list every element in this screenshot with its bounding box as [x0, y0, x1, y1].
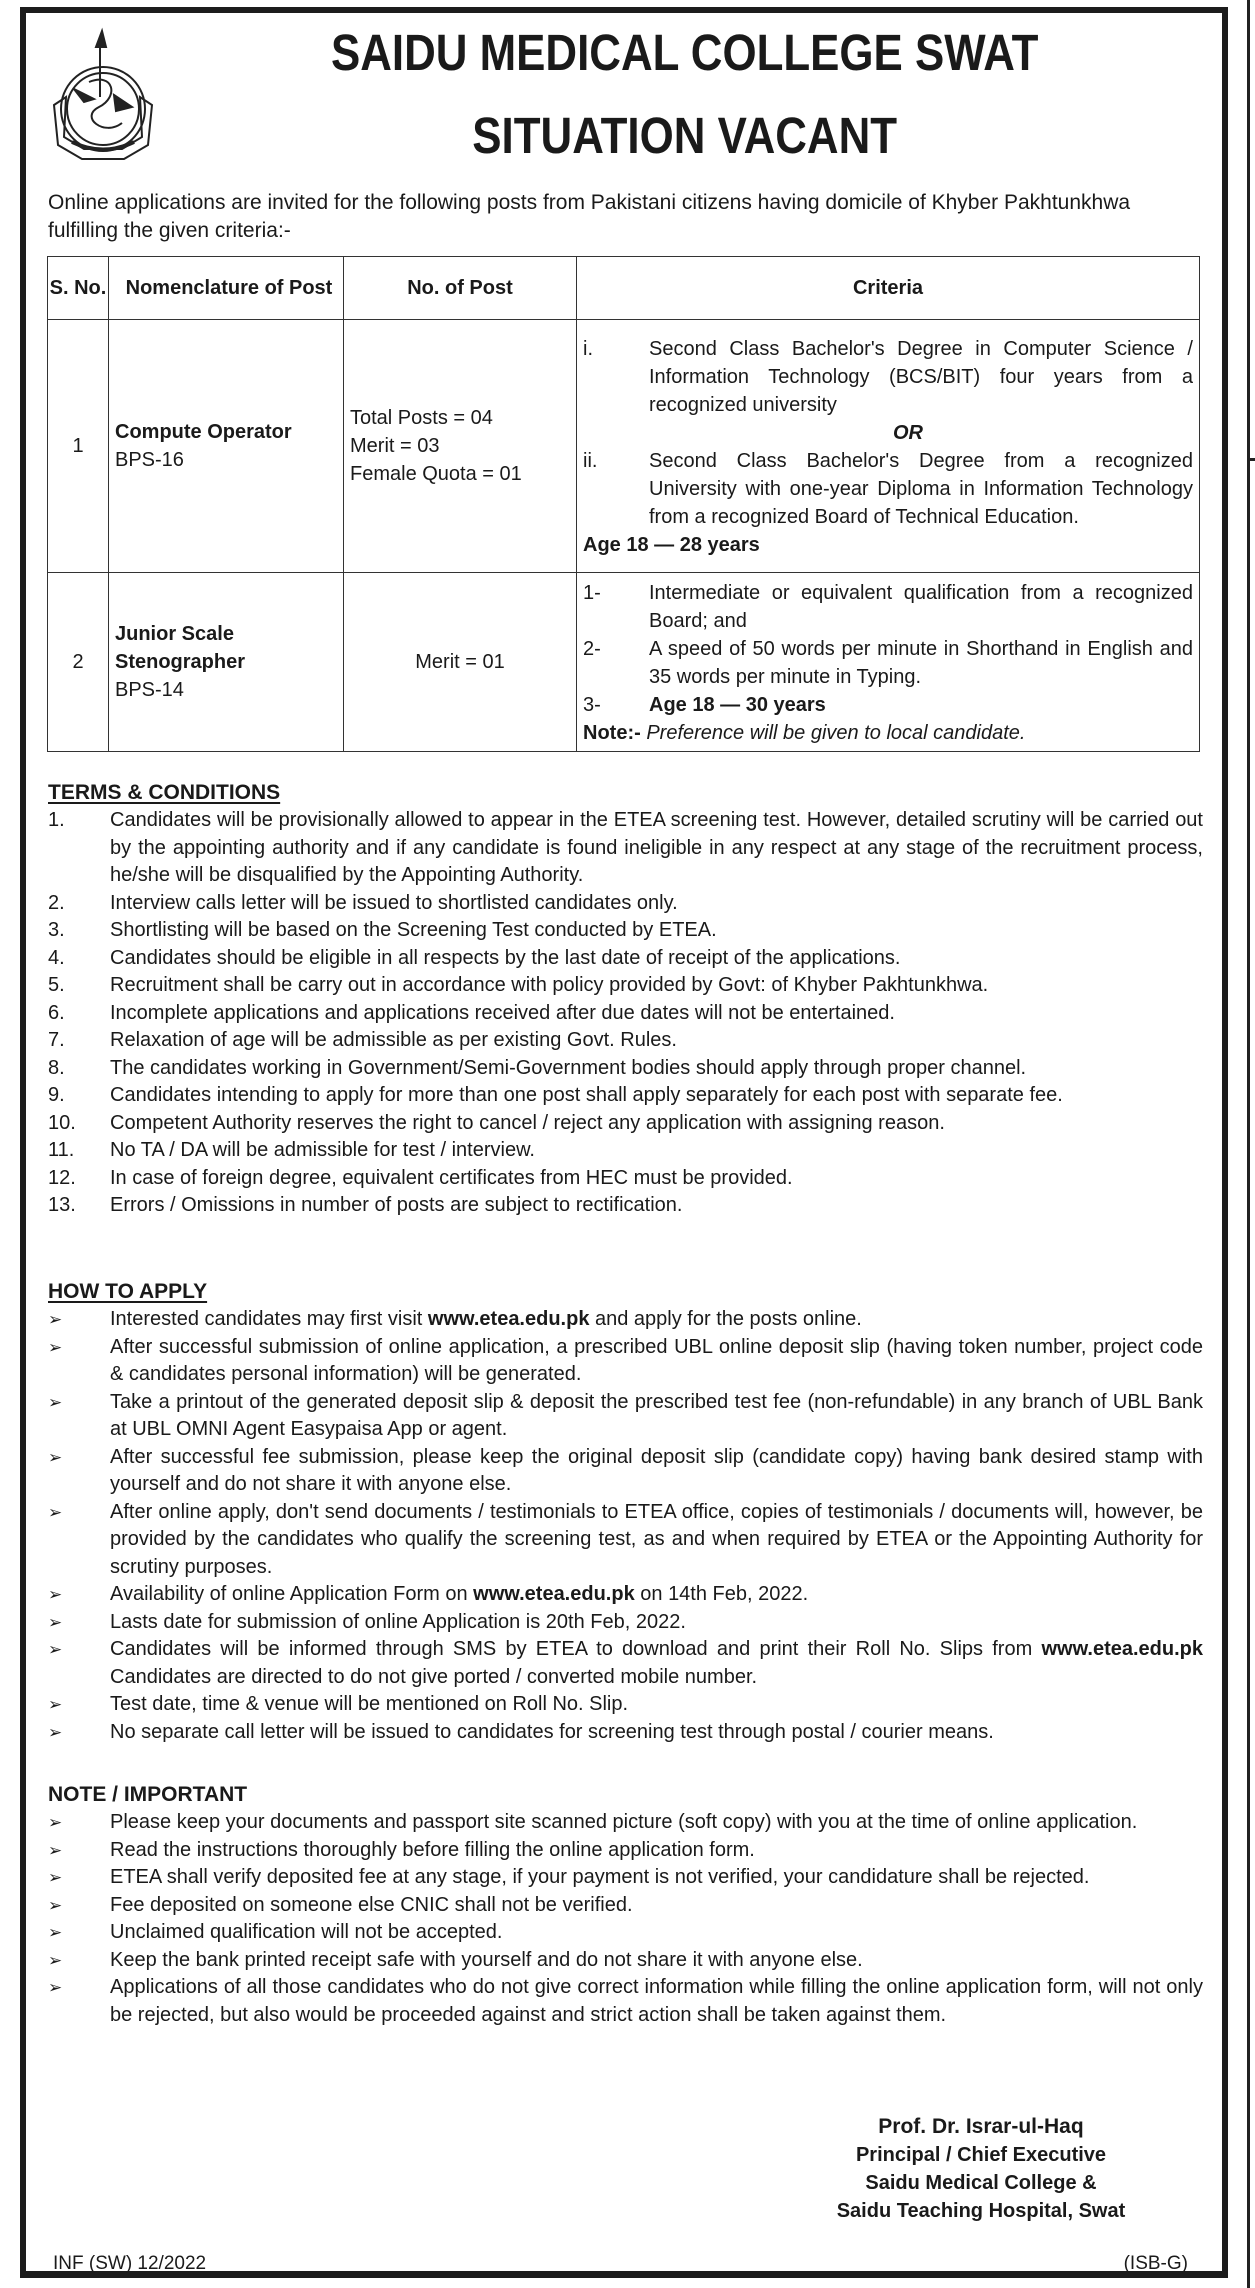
how-to-apply-item	[48, 1306, 1203, 1334]
item-number: 3.	[48, 919, 65, 941]
item-text: Take a printout of the generated deposit slip & deposit the prescribed test fee (non-refundable) in any branch of UBL Bank at UBL OMNI Agent Easypaisa App or agent.	[110, 1390, 1203, 1440]
row-no-of-post: Merit = 01	[344, 573, 577, 752]
arrow-bullet-icon: ➢	[48, 1502, 63, 1522]
arrow-bullet-icon: ➢	[48, 1895, 63, 1915]
website-link[interactable]: www.etea.edu.pk	[473, 1583, 635, 1605]
item-text: Read the instructions thoroughly before filling the online application form.	[110, 1838, 755, 1861]
row-sno: 1	[48, 320, 109, 573]
terms-item	[48, 807, 1203, 890]
item-text: Competent Authority reserves the right to cancel / reject any application with assigning reason.	[110, 1111, 945, 1134]
arrow-bullet-icon: ➢	[48, 1585, 63, 1604]
terms-item	[48, 1110, 1203, 1138]
note-item	[48, 1892, 1203, 1920]
how-to-apply-item	[48, 1389, 1203, 1444]
item-number: 11.	[48, 1139, 75, 1161]
terms-section	[48, 779, 1203, 1220]
terms-item	[48, 945, 1203, 973]
item-text: After successful fee submission, please keep the original deposit slip (candidate copy) having bank desired stamp with yourself and do not share it with anyone else.	[110, 1445, 1203, 1495]
item-text: Incomplete applications and applications received after due dates will not be entertained.	[110, 1001, 895, 1024]
row-criteria	[577, 320, 1200, 573]
note-item	[48, 1809, 1203, 1837]
post-name: Compute Operator	[115, 421, 292, 443]
note-label: Note:-	[583, 722, 641, 744]
item-text: Applications of all those candidates who do not give correct information while filling the online application form, will not only be rejected, but also would be proceeded against and strict action shall be taken against them.	[110, 1976, 1203, 2026]
item-number: 10.	[48, 1111, 76, 1134]
arrow-bullet-icon: ➢	[48, 1337, 63, 1357]
website-link[interactable]: www.etea.edu.pk	[427, 1308, 590, 1330]
item-text: After online apply, don't send documents / testimonials to ETEA office, copies of testimonials / documents will, however, be provided by the candidates who qualify the screening test, as and when required by ETEA or the Appointing Authority for scrutiny purposes.	[110, 1500, 1203, 1578]
header-no-of-post: No. of Post	[344, 257, 577, 320]
terms-item	[48, 972, 1203, 1000]
item-text: Errors / Omissions in number of posts are subject to rectification.	[110, 1194, 683, 1216]
signatory-designation: Principal / Chief Executive	[855, 2144, 1107, 2166]
item-number: 2.	[48, 891, 65, 914]
advertisement-frame	[20, 7, 1228, 2278]
item-text: Relaxation of age will be admissible as per existing Govt. Rules.	[110, 1029, 677, 1051]
arrow-bullet-icon: ➢	[48, 1722, 63, 1742]
terms-item	[48, 1027, 1203, 1055]
signatory-org-line1: Saidu Medical College &	[865, 2172, 1097, 2194]
item-number: 9.	[48, 1084, 65, 1106]
arrow-bullet-icon: ➢	[48, 1640, 63, 1659]
signatory-org-line2: Saidu Teaching Hospital, Swat	[836, 2200, 1126, 2222]
how-to-apply-item	[48, 1444, 1203, 1499]
website-link[interactable]: www.etea.edu.pk	[1041, 1638, 1203, 1660]
note-item	[48, 1919, 1203, 1947]
intro-paragraph: Online applications are invited for the following posts from Pakistani citizens having domicile of Khyber Pakhtunkhwa fulfilling the given criteria:-	[48, 191, 1131, 242]
item-text: Lasts date for submission of online Application is 20th Feb, 2022.	[110, 1610, 686, 1633]
row-sno: 2	[48, 573, 109, 752]
arrow-bullet-icon: ➢	[48, 1813, 63, 1832]
arrow-bullet-icon: ➢	[48, 1868, 63, 1887]
item-text: ETEA shall verify deposited fee at any stage, if your payment is not verified, your candidature shall be rejected.	[110, 1866, 1090, 1888]
criteria-item: i. Second Class Bachelor's Degree in Computer Science / Information Technology (BCS/BIT) four years from a recognized university	[583, 338, 1193, 416]
arrow-bullet-icon: ➢	[48, 1695, 63, 1714]
item-number: 4.	[48, 946, 65, 969]
terms-item	[48, 1055, 1203, 1083]
criteria-or: OR	[893, 422, 923, 444]
terms-item	[48, 1165, 1203, 1193]
arrow-bullet-icon: ➢	[48, 1310, 63, 1329]
item-text: Keep the bank printed receipt safe with yourself and do not share it with anyone else.	[110, 1948, 863, 1971]
row-no-of-post	[344, 320, 577, 573]
item-text: Test date, time & venue will be mentioned on Roll No. Slip.	[110, 1693, 629, 1715]
post-name-line2: Stenographer	[115, 651, 246, 673]
signatory-name: Prof. Dr. Israr-ul-Haq	[878, 2115, 1084, 2138]
item-number: 13.	[48, 1194, 76, 1216]
header-nomenclature: Nomenclature of Post	[109, 257, 344, 320]
how-to-apply-item	[48, 1499, 1203, 1582]
item-number: 5.	[48, 974, 65, 996]
reference-number: INF (SW) 12/2022	[53, 2253, 207, 2274]
row-post	[109, 573, 344, 752]
how-to-apply-item	[48, 1334, 1203, 1389]
item-text: Candidates should be eligible in all respects by the last date of receipt of the applications.	[110, 946, 901, 969]
terms-item	[48, 917, 1203, 945]
page-edge-mark	[1249, 458, 1255, 461]
criteria-item: 1- Intermediate or equivalent qualification from a recognized Board; and	[583, 582, 1193, 632]
page-title: SITUATION VACANT	[472, 107, 898, 164]
table-row	[48, 573, 1200, 752]
item-text: Interview calls letter will be issued to shortlisted candidates only.	[110, 891, 678, 914]
note-important-list	[48, 1809, 1203, 2029]
post-bps: BPS-16	[115, 449, 184, 471]
arrow-bullet-icon: ➢	[48, 1950, 63, 1970]
item-text: The candidates working in Government/Semi-Government bodies should apply through proper channel.	[110, 1056, 1027, 1079]
post-name: Junior Scale	[115, 623, 234, 645]
note-important-heading: NOTE / IMPORTANT	[48, 1783, 248, 1806]
note-text: Preference will be given to local candidate.	[640, 722, 1026, 744]
header-sno: S. No.	[48, 257, 109, 320]
criteria-item: 2- A speed of 50 words per minute in Shorthand in English and 35 words per minute in Typing.	[583, 638, 1193, 688]
item-number: 8.	[48, 1056, 65, 1079]
how-to-apply-heading: HOW TO APPLY	[48, 1280, 208, 1303]
note-important-section	[48, 1781, 1203, 2029]
item-text: Candidates will be informed through SMS by ETEA to download and print their Roll No. Slips from www.etea.edu.pk Candidates are directed to do not give ported / converted mobile number.	[110, 1638, 1203, 1688]
how-to-apply-item	[48, 1636, 1203, 1691]
item-text: Shortlisting will be based on the Screening Test conducted by ETEA.	[110, 919, 717, 941]
item-text: In case of foreign degree, equivalent certificates from HEC must be provided.	[110, 1166, 793, 1189]
signature-block	[746, 2113, 1216, 2225]
criteria-note	[583, 719, 1193, 747]
terms-item	[48, 1192, 1203, 1220]
arrow-bullet-icon: ➢	[48, 1612, 63, 1632]
college-title: SAIDU MEDICAL COLLEGE SWAT	[330, 24, 1039, 81]
merit-posts: Merit = 03	[350, 435, 440, 457]
item-number: 12.	[48, 1166, 76, 1189]
arrow-bullet-icon: ➢	[48, 1840, 63, 1860]
item-text: No separate call letter will be issued to candidates for screening test through postal / courier means.	[110, 1720, 994, 1743]
note-item	[48, 1947, 1203, 1975]
item-number: 7.	[48, 1029, 65, 1051]
total-posts: Total Posts = 04	[350, 407, 493, 429]
how-to-apply-list	[48, 1306, 1203, 1746]
how-to-apply-item	[48, 1691, 1203, 1719]
how-to-apply-item	[48, 1581, 1203, 1609]
table-header-row	[48, 257, 1200, 320]
item-text: Interested candidates may first visit www.etea.edu.pk and apply for the posts online.	[110, 1308, 862, 1330]
item-text: Please keep your documents and passport site scanned picture (soft copy) with you at the time of online application.	[110, 1811, 1138, 1833]
item-text: Recruitment shall be carry out in accordance with policy provided by Govt: of Khyber Pakhtunkhwa.	[110, 974, 989, 996]
terms-list	[48, 807, 1203, 1220]
row-post	[109, 320, 344, 573]
item-text: Fee deposited on someone else CNIC shall not be verified.	[110, 1893, 633, 1916]
posts-table	[47, 256, 1200, 752]
terms-item	[48, 1000, 1203, 1028]
criteria-item: 3- Age 18 — 30 years	[583, 694, 826, 716]
row-criteria	[577, 573, 1200, 752]
terms-item	[48, 890, 1203, 918]
terms-heading: TERMS & CONDITIONS	[48, 781, 281, 804]
note-item	[48, 1837, 1203, 1865]
agency-code: (ISB-G)	[1123, 2253, 1188, 2274]
item-number: 6.	[48, 1001, 65, 1024]
item-text: Candidates intending to apply for more than one post shall apply separately for each post with separate fee.	[110, 1084, 1063, 1106]
item-text: Unclaimed qualification will not be accepted.	[110, 1921, 503, 1943]
post-bps: BPS-14	[115, 679, 184, 701]
arrow-bullet-icon: ➢	[48, 1978, 63, 1997]
how-to-apply-item	[48, 1609, 1203, 1637]
female-quota: Female Quota = 01	[350, 463, 522, 485]
item-number: 1.	[48, 809, 65, 831]
item-text: Candidates will be provisionally allowed to appear in the ETEA screening test. However, detailed scrutiny will be carried out by the appointing authority and if any candidate is found ineligible in any respect at any stage of the recruitment process, he/she will be disqualified by the Appointing Authority.	[110, 809, 1203, 886]
criteria-age: Age 18 — 28 years	[583, 534, 760, 556]
table-row	[48, 320, 1200, 573]
arrow-bullet-icon: ➢	[48, 1392, 63, 1412]
arrow-bullet-icon: ➢	[48, 1923, 63, 1942]
item-text: Availability of online Application Form on www.etea.edu.pk on 14th Feb, 2022.	[110, 1583, 809, 1605]
how-to-apply-item	[48, 1719, 1203, 1747]
page-edge-line	[1247, 0, 1250, 2288]
note-item	[48, 1864, 1203, 1892]
header-criteria: Criteria	[577, 257, 1200, 320]
terms-item	[48, 1137, 1203, 1165]
criteria-item: ii. Second Class Bachelor's Degree from a recognized University with one-year Diploma in Information Technology from a recognized Board of Technical Education.	[583, 450, 1193, 528]
item-text: No TA / DA will be admissible for test / interview.	[110, 1139, 535, 1161]
terms-item	[48, 1082, 1203, 1110]
how-to-apply-section	[48, 1278, 1203, 1746]
item-text: After successful submission of online application, a prescribed UBL online deposit slip (having token number, project code & candidates personal information) will be generated.	[110, 1335, 1203, 1385]
arrow-bullet-icon: ➢	[48, 1447, 63, 1467]
note-item	[48, 1974, 1203, 2029]
